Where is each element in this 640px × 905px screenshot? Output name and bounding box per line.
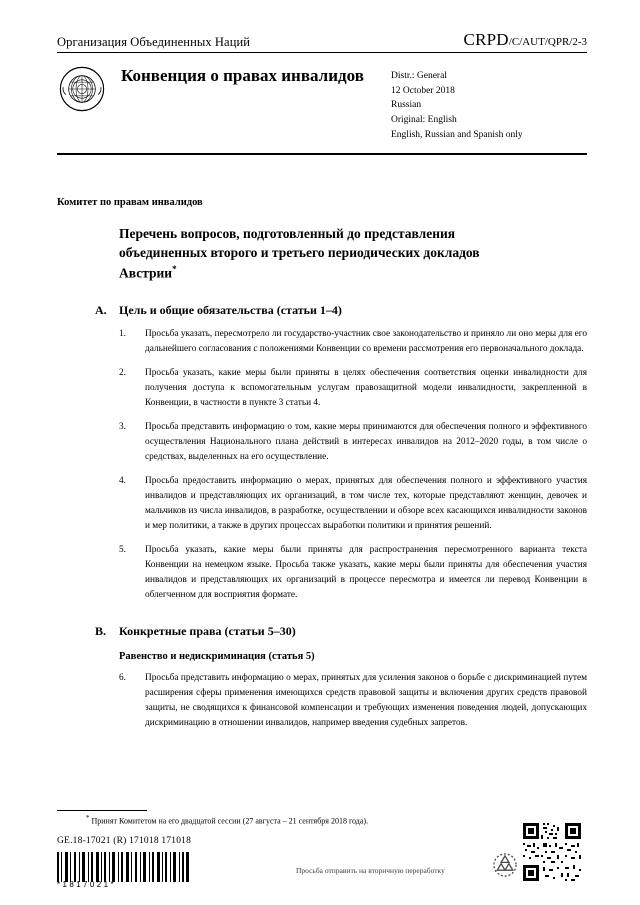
masthead-top: [57, 30, 587, 53]
distr-line-2: Russian: [391, 100, 422, 111]
footnote-marker: *: [86, 814, 90, 822]
document-title-footnote-marker: *: [172, 263, 177, 274]
section-title-a: Цель и общие обязательства (статьи 1–4): [119, 302, 342, 317]
paragraph-5: [119, 543, 587, 603]
paragraph-number: 4.: [119, 476, 126, 487]
paragraph-number: 2.: [119, 367, 126, 378]
paragraph-6: [119, 671, 587, 731]
footnote-text: Принят Комитетом на его двадцатой сессии (27 августа – 21 сентября 2018 года).: [91, 816, 369, 826]
masthead-body: [57, 53, 587, 155]
paragraph-3: [119, 420, 587, 465]
convention-title: Конвенция о правах инвалидов: [121, 66, 364, 85]
paragraph-number: 3.: [119, 422, 126, 433]
paragraph-text: Просьба предоставить информацию о мерах, принятых для обеспечения полного и эффективного участия инвалидов и представляющих их организаций, в том числе тех, которые представляют женщин, девочек и мальчиков из числа инвалидов, в разработке, осуществлении и обзоре всех касающихся инвалидности законов и мер политики, а также в других процессах выработки политики и принятия решений.: [145, 476, 587, 532]
barcode: [57, 852, 189, 882]
job-number: GE.18-17021 (R) 171018 171018: [57, 836, 192, 846]
section-letter-b: B.: [95, 623, 107, 638]
paragraph-number: 5.: [119, 545, 126, 556]
paragraph-text: Просьба представить информацию о том, какие меры принимаются для обеспечения полного и эффективного осуществления Национального плана действий в интересах инвалидов на 2012–2020 годы, в том числе о средствах, выделенных на его осуществление.: [145, 422, 587, 463]
section-letter-a: A.: [95, 302, 107, 317]
paragraph-text: Просьба представить информацию о мерах, принятых для усиления законов о борьбе с дискриминацией путем расширения сферы применения имеющихся средств правовой защиты и включения других средств правовой защиты, не сводящихся к финансовой компенсации и требующих изменения поведения людей, допускающих дискриминацию в отношении инвалидов, например введения судебных запретов.: [145, 672, 587, 728]
section-heading-b: [95, 624, 587, 639]
paragraph-number: 6.: [119, 672, 126, 683]
document-title-text: Перечень вопросов, подготовленный до представления объединенных второго и третьего периодических докладов Австрии: [119, 225, 480, 281]
paragraph-1: [119, 327, 587, 357]
recycle-note: Просьба отправить на вторичную переработку: [296, 866, 445, 875]
un-emblem-icon: [59, 66, 105, 112]
title-block: [105, 63, 385, 86]
paragraph-2: [119, 366, 587, 411]
document-symbol-rest: /C/AUT/QPR/2-3: [508, 36, 587, 48]
paragraph-text: Просьба указать, какие меры были приняты в целях обеспечения соответствия оценки инвалидности для получения доступа к вспомогательным услугам правозащитной модели инвалидности, закрепленной в Конвенции, в частности в пункте 3 статьи 4.: [145, 367, 587, 408]
footnote-divider: [57, 810, 147, 811]
qr-code: [521, 821, 583, 883]
paragraph-number: 1.: [119, 328, 126, 339]
distr-line-3: Original: English: [391, 115, 457, 126]
section-title-b: Конкретные права (статьи 5–30): [119, 623, 296, 638]
footnote: [86, 814, 526, 827]
distribution-block: [385, 63, 587, 143]
distr-line-4: English, Russian and Spanish only: [391, 129, 523, 140]
organization-name: Организация Объединенных Наций: [57, 35, 251, 49]
committee-name: Комитет по правам инвалидов: [57, 196, 203, 208]
paragraph-4: [119, 474, 587, 534]
paragraph-text: Просьба указать, какие меры были приняты для распространения пересмотренного варианта текста Конвенции на немецком языке. Просьба также указать, какие меры были приняты для обеспечения участия инвалидов и представляющих их организаций в процессе пересмотра и имеется ли перевод Конвенции в облегченном для восприятия формате.: [145, 545, 587, 601]
page-content: [57, 30, 587, 731]
paragraph-text: Просьба указать, пересмотрело ли государство-участник свое законодательство и приняло ли оно меры для его дальнейшего согласования с положениями Конвенции со времени рассмотрения его первоначального доклада.: [145, 328, 587, 354]
document-title: [119, 224, 519, 283]
distr-line-1: 12 October 2018: [391, 85, 455, 96]
barcode-text: *1817021*: [57, 880, 116, 889]
recycle-icon: [492, 852, 518, 878]
section-heading-a: [95, 303, 587, 318]
subsection-heading: Равенство и недискриминация (статья 5): [119, 650, 315, 662]
document-symbol-main: CRPD: [463, 30, 509, 49]
distr-line-0: Distr.: General: [391, 71, 447, 81]
document-symbol: [464, 30, 587, 50]
